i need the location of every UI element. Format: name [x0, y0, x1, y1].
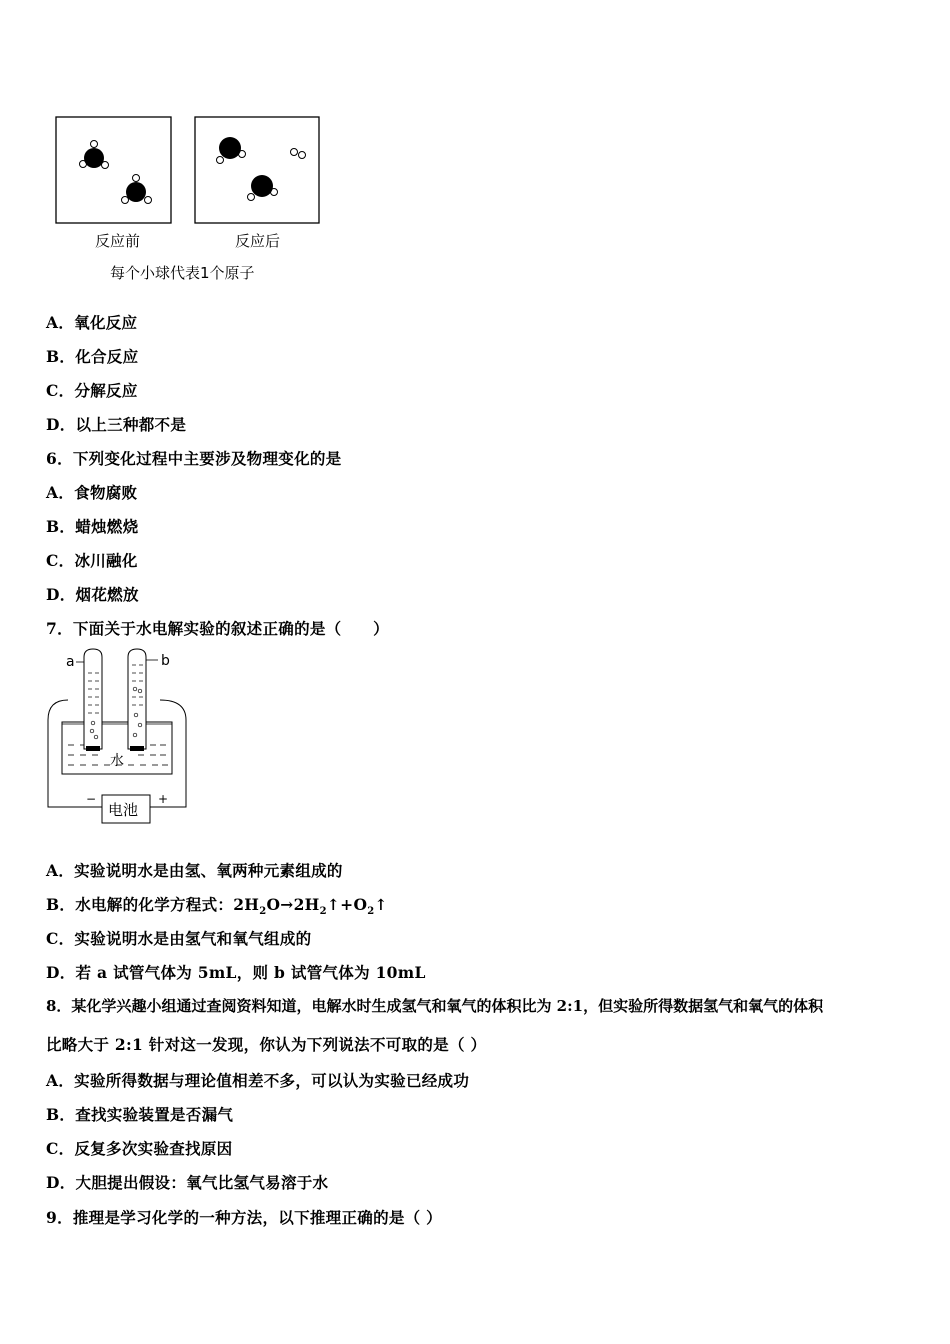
q8-option-b: B．查找实验装置是否漏气 — [46, 1105, 234, 1124]
q6-option-b: B．蜡烛燃烧 — [46, 517, 139, 536]
q7-option-c: C．实验说明水是由氢气和氧气组成的 — [46, 929, 312, 948]
label-before-reaction: 反应前 — [95, 232, 141, 250]
q6-option-c: C．冰川融化 — [46, 551, 138, 570]
q8-option-d: D．大胆提出假设：氧气比氢气易溶于水 — [46, 1173, 329, 1192]
q6-option-a: A．食物腐败 — [46, 483, 138, 502]
q8-stem-line1: 8．某化学兴趣小组通过查阅资料知道，电解水时生成氢气和氧气的体积比为 2:1，但实验所得数据氢气和氧气的体积 — [46, 997, 824, 1015]
tube-a-label: a — [66, 654, 75, 670]
q7-stem: 7．下面关于水电解实验的叙述正确的是（ ） — [46, 619, 389, 638]
q7-option-b: B．水电解的化学方程式：$2H_2O\to 2H_2↑+O_2↑$ — [46, 895, 388, 918]
test-tube-a — [84, 649, 102, 751]
before-box — [56, 117, 171, 223]
water-label: 水 — [110, 753, 124, 769]
q5-option-d: D．以上三种都不是 — [46, 415, 187, 434]
q6-option-d: D．烟花燃放 — [46, 585, 139, 604]
q5-option-c: C．分解反应 — [46, 381, 138, 400]
q8-stem-line2: 比略大于 2:1 针对这一发现，你认为下列说法不可取的是（ ） — [46, 1035, 487, 1054]
q8-option-c: C．反复多次实验查找原因 — [46, 1139, 233, 1158]
q5-option-b: B．化合反应 — [46, 347, 139, 366]
electrolysis-apparatus-figure — [40, 645, 200, 830]
battery-minus: − — [86, 792, 97, 806]
after-box — [195, 117, 319, 223]
q7-option-a: A．实验说明水是由氢、氧两种元素组成的 — [46, 861, 343, 880]
battery-plus: + — [158, 792, 169, 806]
reaction-molecule-figure — [50, 112, 330, 287]
q6-stem: 6．下列变化过程中主要涉及物理变化的是 — [46, 449, 342, 468]
battery-label: 电池 — [108, 801, 139, 819]
tube-b-label: b — [161, 653, 170, 669]
q5-option-a: A．氧化反应 — [46, 313, 138, 332]
q9-stem: 9．推理是学习化学的一种方法，以下推理正确的是（ ） — [46, 1208, 442, 1227]
q8-option-a: A．实验所得数据与理论值相差不多，可以认为实验已经成功 — [46, 1071, 470, 1090]
q7-option-d: D．若 a 试管气体为 5mL，则 b 试管气体为 10mL — [46, 963, 426, 982]
test-tube-b — [128, 649, 146, 751]
figure-caption: 每个小球代表1个原子 — [110, 264, 255, 282]
label-after-reaction: 反应后 — [235, 232, 281, 250]
